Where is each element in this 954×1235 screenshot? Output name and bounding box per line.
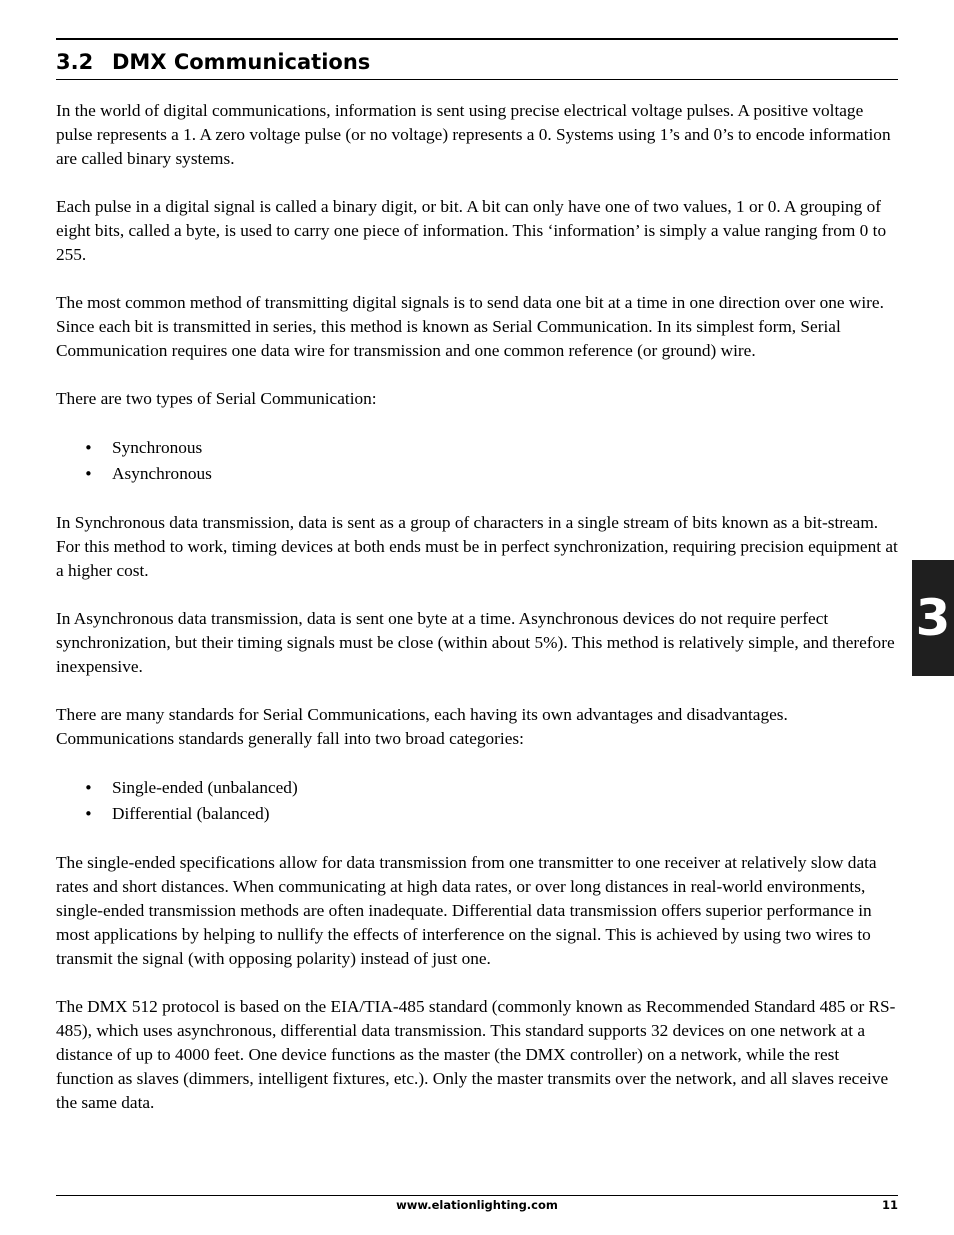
page-number: 11 bbox=[881, 1198, 898, 1212]
footer-url: www.elationlighting.com bbox=[396, 1198, 558, 1212]
paragraph: Each pulse in a digital signal is called a binary digit, or bit. A bit can only have one of two values, 1 or 0. A grouping of eight bits, called a byte, is used to carry one piece of information. This ‘information’ is simply a value ranging from 0 to 255. bbox=[56, 197, 887, 264]
chapter-tab bbox=[912, 560, 954, 676]
paragraph: In the world of digital communications, information is sent using precise electrical voltage pulses. A positive voltage pulse represents a 1. A zero voltage pulse (or no voltage) represents a 0. Systems using 1’s and 0’s to encode information are called binary systems. bbox=[56, 101, 891, 168]
paragraph: There are many standards for Serial Communications, each having its own advantages and disadvantages. Communications standards generally fall into two broad categories: bbox=[56, 705, 788, 748]
section-heading bbox=[56, 48, 898, 80]
paragraph: There are two types of Serial Communication: bbox=[56, 389, 377, 408]
chapter-number: 3 bbox=[915, 589, 951, 647]
footer-rule bbox=[56, 1195, 898, 1196]
standard-categories-list bbox=[56, 775, 898, 827]
paragraph: In Asynchronous data transmission, data is sent one byte at a time. Asynchronous devices do not require perfect synchronization, but their timing signals must be close (within about 5%). This method is relatively simple, and therefore inexpensive. bbox=[56, 609, 895, 676]
section-number: 3.2 bbox=[56, 50, 94, 74]
body-text bbox=[56, 99, 898, 1139]
section-title: DMX Communications bbox=[112, 50, 371, 74]
paragraph: In Synchronous data transmission, data is sent as a group of characters in a single stream of bits known as a bit-stream. For this method to work, timing devices at both ends must be in perfect synchronization, requiring precision equipment at a higher cost. bbox=[56, 513, 898, 580]
paragraph: The most common method of transmitting digital signals is to send data one bit at a time in one direction over one wire. Since each bit is transmitted in series, this method is known as Serial Communication. In its simplest form, Serial Communication requires one data wire for transmission and one common reference (or ground) wire. bbox=[56, 293, 884, 360]
paragraph: The single-ended specifications allow for data transmission from one transmitter to one receiver at relatively slow data rates and short distances. When communicating at high data rates, or over long distances in real-world environments, single-ended transmission methods are often inadequate. Differential data transmission offers superior performance in most applications by helping to nullify the effects of interference on the signal. This is achieved by using two wires to transmit the signal (with opposing polarity) instead of just one. bbox=[56, 853, 877, 968]
list-item: • Differential (balanced) bbox=[112, 801, 898, 827]
paragraph: The DMX 512 protocol is based on the EIA/TIA-485 standard (commonly known as Recommended Standard 485 or RS-485), which uses asynchronous, differential data transmission. This standard supports 32 devices on one network at a distance of up to 4000 feet. One device functions as the master (the DMX controller) on a network, while the rest function as slaves (dimmers, intelligent fixtures, etc.). Only the master transmits over the network, and all slaves receive the same data. bbox=[56, 997, 896, 1112]
list-item: • Single-ended (unbalanced) bbox=[112, 775, 898, 801]
top-rule bbox=[56, 38, 898, 40]
list-item: • Asynchronous bbox=[112, 461, 898, 487]
serial-types-list bbox=[56, 435, 898, 487]
list-item: • Synchronous bbox=[112, 435, 898, 461]
